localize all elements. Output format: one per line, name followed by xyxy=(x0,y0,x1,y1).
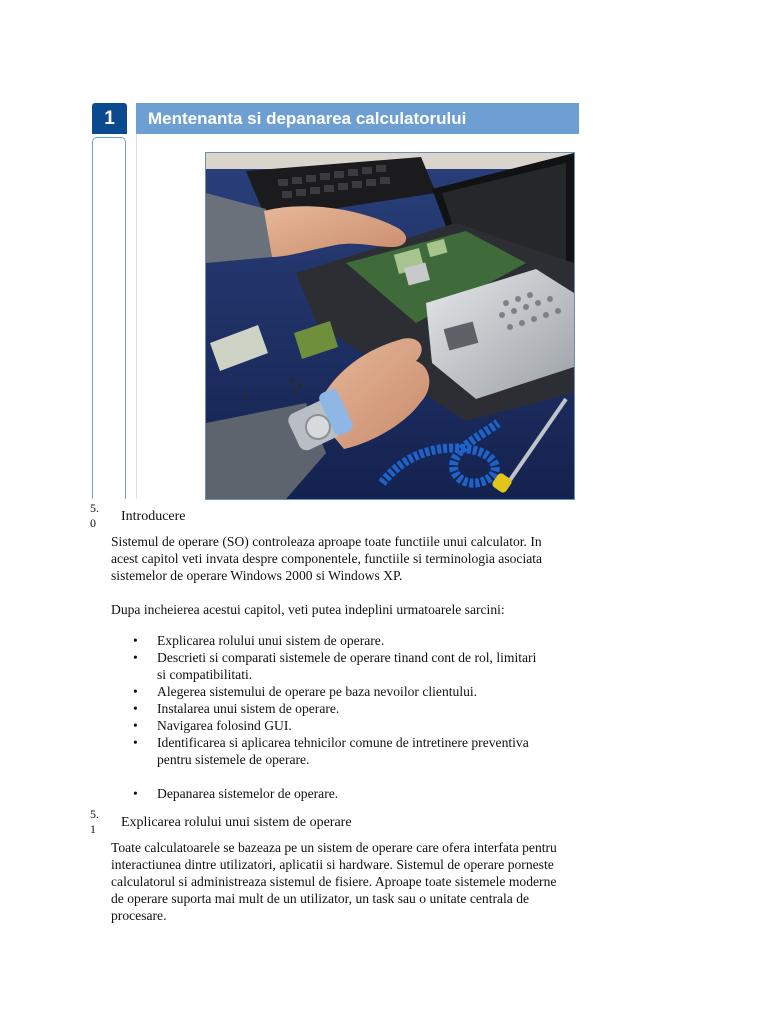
tasks-intro-paragraph: Dupa incheierea acestui capitol, veti putea indeplini urmatoarele sarcini: xyxy=(111,602,505,617)
section-heading-rol-sistem-operare: Explicarea rolului unui sistem de operare xyxy=(121,815,352,830)
list-item: • Alegerea sistemului de operare pe baza nevoilor clientului. xyxy=(157,683,657,700)
text-line: Sistemul de operare (SO) controleaza aproape toate functiile unui calculator. In xyxy=(111,534,542,549)
laptop-repair-photo xyxy=(205,152,575,500)
text-line: Toate calculatoarele se bazeaza pe un sistem de operare care ofera interfata pentru xyxy=(111,840,557,855)
text-line: si compatibilitati. xyxy=(157,667,253,682)
section-number-line1: 5. xyxy=(90,807,99,821)
list-item: • Depanarea sistemelor de operare. xyxy=(157,785,657,802)
list-item xyxy=(157,649,657,683)
list-item: • Navigarea folosind GUI. xyxy=(157,717,657,734)
chapter-divider-line xyxy=(136,134,137,499)
text-line: pentru sistemele de operare. xyxy=(157,752,310,767)
section-number xyxy=(90,501,104,531)
section-number-line2: 0 xyxy=(90,516,96,530)
laptop-repair-illustration xyxy=(206,153,574,499)
text-line: acest capitol veti invata despre componentele, functiile si terminologia asociata xyxy=(111,551,543,566)
list-item: • Explicarea rolului unui sistem de operare. xyxy=(157,632,657,649)
tasks-list xyxy=(111,632,657,802)
list-item: • Instalarea unui sistem de operare. xyxy=(157,700,657,717)
text-line: sistemelor de operare Windows 2000 si Windows XP. xyxy=(111,568,403,583)
section-number-line2: 1 xyxy=(90,822,96,836)
text-line: • Descrieti si comparati sistemele de operare tinand cont de rol, limitari xyxy=(157,650,537,665)
chapter-number: 1 xyxy=(92,103,127,134)
role-paragraph xyxy=(111,839,631,924)
section-number xyxy=(90,807,104,837)
text-line: interactiunea dintre utilizatori, aplicatii si hardware. Sistemul de operare porneste xyxy=(111,857,554,872)
list-item xyxy=(157,734,657,768)
text-line: • Identificarea si aplicarea tehnicilor comune de intretinere preventiva xyxy=(157,735,529,750)
chapter-side-frame xyxy=(92,137,126,499)
section-number-line1: 5. xyxy=(90,501,99,515)
text-line: procesare. xyxy=(111,908,167,923)
intro-paragraph xyxy=(111,533,631,584)
section-heading-introducere: Introducere xyxy=(121,509,186,524)
text-line: calculatorul si administreaza sistemul de fisiere. Aproape toate sistemele moderne xyxy=(111,874,557,889)
text-line: de operare suporta mai mult de un utilizator, un task sau o unitate centrala de xyxy=(111,891,530,906)
chapter-title: Mentenanta si depanarea calculatorului xyxy=(136,103,579,134)
